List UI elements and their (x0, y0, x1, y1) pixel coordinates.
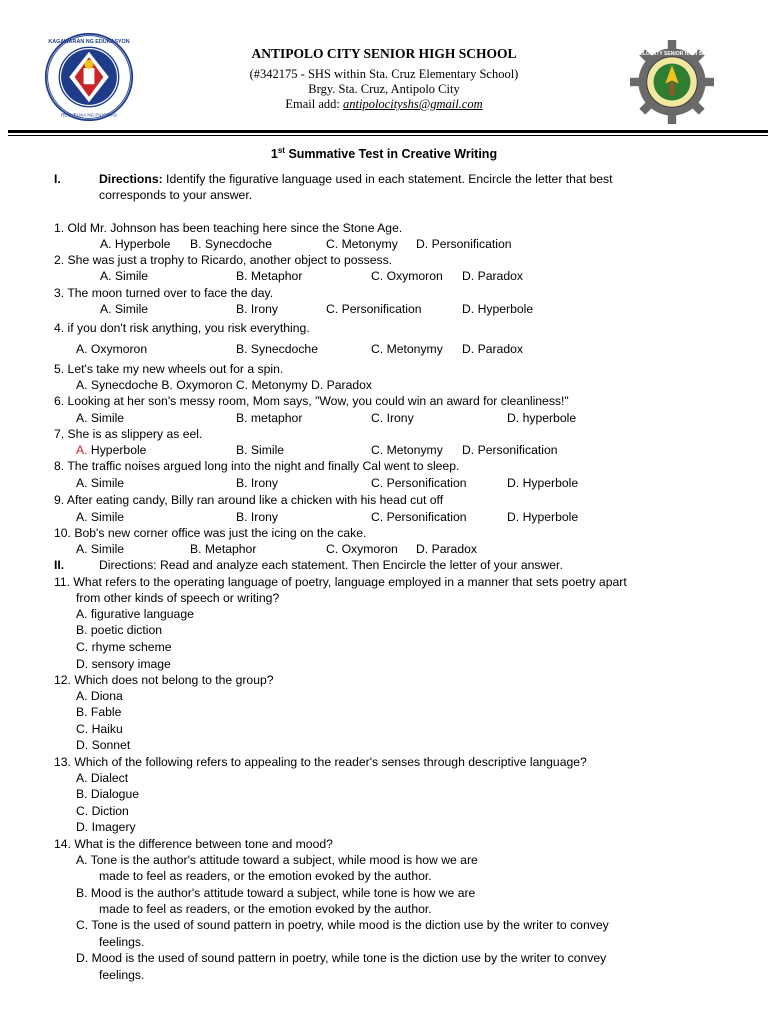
question-1: 1. Old Mr. Johnson has been teaching here since the Stone Age. (54, 221, 403, 235)
q1-option-a[interactable]: A. Hyperbole (100, 237, 171, 251)
q8-option-a[interactable]: A. Simile (76, 476, 125, 490)
q2-option-c[interactable]: C. Oxymoron (371, 269, 443, 283)
q9-option-b[interactable]: B. Irony (236, 510, 278, 524)
q2-option-d[interactable]: D. Paradox (462, 269, 523, 283)
q7-option-b[interactable]: B. Simile (236, 443, 285, 457)
school-id-line: (#342175 - SHS within Sta. Cruz Elementary School) (249, 67, 519, 81)
q12-option-d[interactable]: D. Sonnet (76, 738, 131, 752)
q3-option-a[interactable]: A. Simile (100, 302, 149, 316)
q5-options[interactable]: A. Synecdoche B. Oxymoron C. Metonymy D. Paradox (76, 378, 373, 392)
q7-option-c[interactable]: C. Metonymy (371, 443, 443, 457)
q4-option-a[interactable]: A. Oxymoron (76, 342, 148, 356)
q7-answer-marker: A. (76, 443, 88, 457)
q7-option-d[interactable]: D. Personification (462, 443, 558, 457)
q6-option-b[interactable]: B. metaphor (236, 411, 303, 425)
q14-option-c[interactable]: C. Tone is the used of sound pattern in poetry, while mood is the diction use by the writer to convey (76, 918, 609, 932)
q10-option-c[interactable]: C. Oxymoron (326, 542, 398, 556)
part2-number: II. (54, 558, 65, 572)
question-11-cont: from other kinds of speech or writing? (76, 591, 280, 605)
q2-option-b[interactable]: B. Metaphor (236, 269, 303, 283)
q3-option-d[interactable]: D. Hyperbole (462, 302, 534, 316)
q14-option-c-cont: feelings. (99, 935, 145, 949)
question-8: 8. The traffic noises argued long into the night and finally Cal went to sleep. (54, 459, 460, 473)
email-label: Email add: (285, 97, 340, 111)
q14-option-d-cont: feelings. (99, 968, 145, 982)
q9-option-d[interactable]: D. Hyperbole (507, 510, 579, 524)
q11-option-b[interactable]: B. poetic diction (76, 623, 163, 637)
question-11: 11. What refers to the operating language of poetry, language employed in a manner that sets poetry apart (54, 575, 627, 589)
q6-option-d[interactable]: D. hyperbole (507, 411, 577, 425)
q8-option-d[interactable]: D. Hyperbole (507, 476, 579, 490)
part1-directions: Directions: Identify the figurative language used in each statement. Encircle the letter that best (99, 172, 613, 186)
question-6: 6. Looking at her son's messy room, Mom says, "Wow, you could win an award for cleanliness!" (54, 394, 569, 408)
q13-option-d[interactable]: D. Imagery (76, 820, 136, 834)
svg-text:ANTIPOLO CITY SENIOR HIGH SCHO: ANTIPOLO CITY SENIOR HIGH SCHOOL (623, 51, 721, 58)
svg-text:KAGAWARAN NG EDUKASYON: KAGAWARAN NG EDUKASYON (48, 38, 130, 45)
header-rule-thick (8, 130, 768, 133)
question-5: 5. Let's take my new wheels out for a spin. (54, 362, 284, 376)
question-12: 12. Which does not belong to the group? (54, 673, 274, 687)
q14-option-d[interactable]: D. Mood is the used of sound pattern in poetry, while tone is the diction use by the writer to convey (76, 951, 607, 965)
question-3: 3. The moon turned over to face the day. (54, 286, 274, 300)
school-name: ANTIPOLO CITY SENIOR HIGH SCHOOL (251, 46, 517, 61)
q11-option-a[interactable]: A. figurative language (76, 607, 194, 621)
q11-option-c[interactable]: C. rhyme scheme (76, 640, 172, 654)
question-2: 2. She was just a trophy to Ricardo, another object to possess. (54, 253, 393, 267)
q6-option-c[interactable]: C. Irony (371, 411, 414, 425)
question-9: 9. After eating candy, Billy ran around like a chicken with his head cut off (54, 493, 444, 507)
part1-directions-cont: corresponds to your answer. (99, 188, 253, 202)
q1-option-d[interactable]: D. Personification (416, 237, 512, 251)
school-email-line (0, 97, 768, 112)
q6-option-a[interactable]: A. Simile (76, 411, 125, 425)
svg-text:REPUBLIKA NG PILIPINAS: REPUBLIKA NG PILIPINAS (61, 112, 117, 118)
q14-option-a[interactable]: A. Tone is the author's attitude toward a subject, while mood is how we are (76, 853, 478, 867)
q10-option-a[interactable]: A. Simile (76, 542, 125, 556)
q13-option-c[interactable]: C. Diction (76, 804, 129, 818)
q4-option-c[interactable]: C. Metonymy (371, 342, 443, 356)
question-13: 13. Which of the following refers to appealing to the reader's senses through descriptive language? (54, 755, 587, 769)
q14-option-b-cont: made to feel as readers, or the emotion evoked by the author. (99, 902, 432, 916)
q10-option-b[interactable]: B. Metaphor (190, 542, 257, 556)
test-title: 1st Summative Test in Creative Writing (270, 146, 498, 162)
q3-option-b[interactable]: B. Irony (236, 302, 278, 316)
q14-option-a-cont: made to feel as readers, or the emotion evoked by the author. (99, 869, 432, 883)
school-address: Brgy. Sta. Cruz, Antipolo City (308, 82, 460, 96)
q4-option-b[interactable]: B. Synecdoche (236, 342, 318, 356)
header-rule-thin (8, 135, 768, 136)
q12-option-c[interactable]: C. Haiku (76, 722, 123, 736)
q11-option-d[interactable]: D. sensory image (76, 657, 171, 671)
q12-option-b[interactable]: B. Fable (76, 705, 122, 719)
q9-option-c[interactable]: C. Personification (371, 510, 467, 524)
part1-number: I. (54, 172, 61, 186)
q8-option-c[interactable]: C. Personification (371, 476, 467, 490)
question-10: 10. Bob's new corner office was just the icing on the cake. (54, 526, 367, 540)
q13-option-b[interactable]: B. Dialogue (76, 787, 140, 801)
part2-directions: Directions: Read and analyze each statement. Then Encircle the letter of your answer. (99, 558, 563, 572)
q8-option-b[interactable]: B. Irony (236, 476, 278, 490)
q14-option-b[interactable]: B. Mood is the author's attitude toward a subject, while tone is how we are (76, 886, 476, 900)
q1-option-b[interactable]: B. Synecdoche (190, 237, 272, 251)
q2-option-a[interactable]: A. Simile (100, 269, 149, 283)
q9-option-a[interactable]: A. Simile (76, 510, 125, 524)
q1-option-c[interactable]: C. Metonymy (326, 237, 398, 251)
question-4: 4. if you don't risk anything, you risk everything. (54, 321, 310, 335)
q3-option-c[interactable]: C. Personification (326, 302, 422, 316)
q4-option-d[interactable]: D. Paradox (462, 342, 523, 356)
question-7: 7. She is as slippery as eel. (54, 427, 203, 441)
q13-option-a[interactable]: A. Dialect (76, 771, 129, 785)
q10-option-d[interactable]: D. Paradox (416, 542, 477, 556)
q12-option-a[interactable]: A. Diona (76, 689, 123, 703)
question-14: 14. What is the difference between tone and mood? (54, 837, 333, 851)
email-link[interactable]: antipolocityshs@gmail.com (343, 97, 483, 111)
q7-option-a[interactable]: A. Hyperbole (76, 443, 147, 457)
